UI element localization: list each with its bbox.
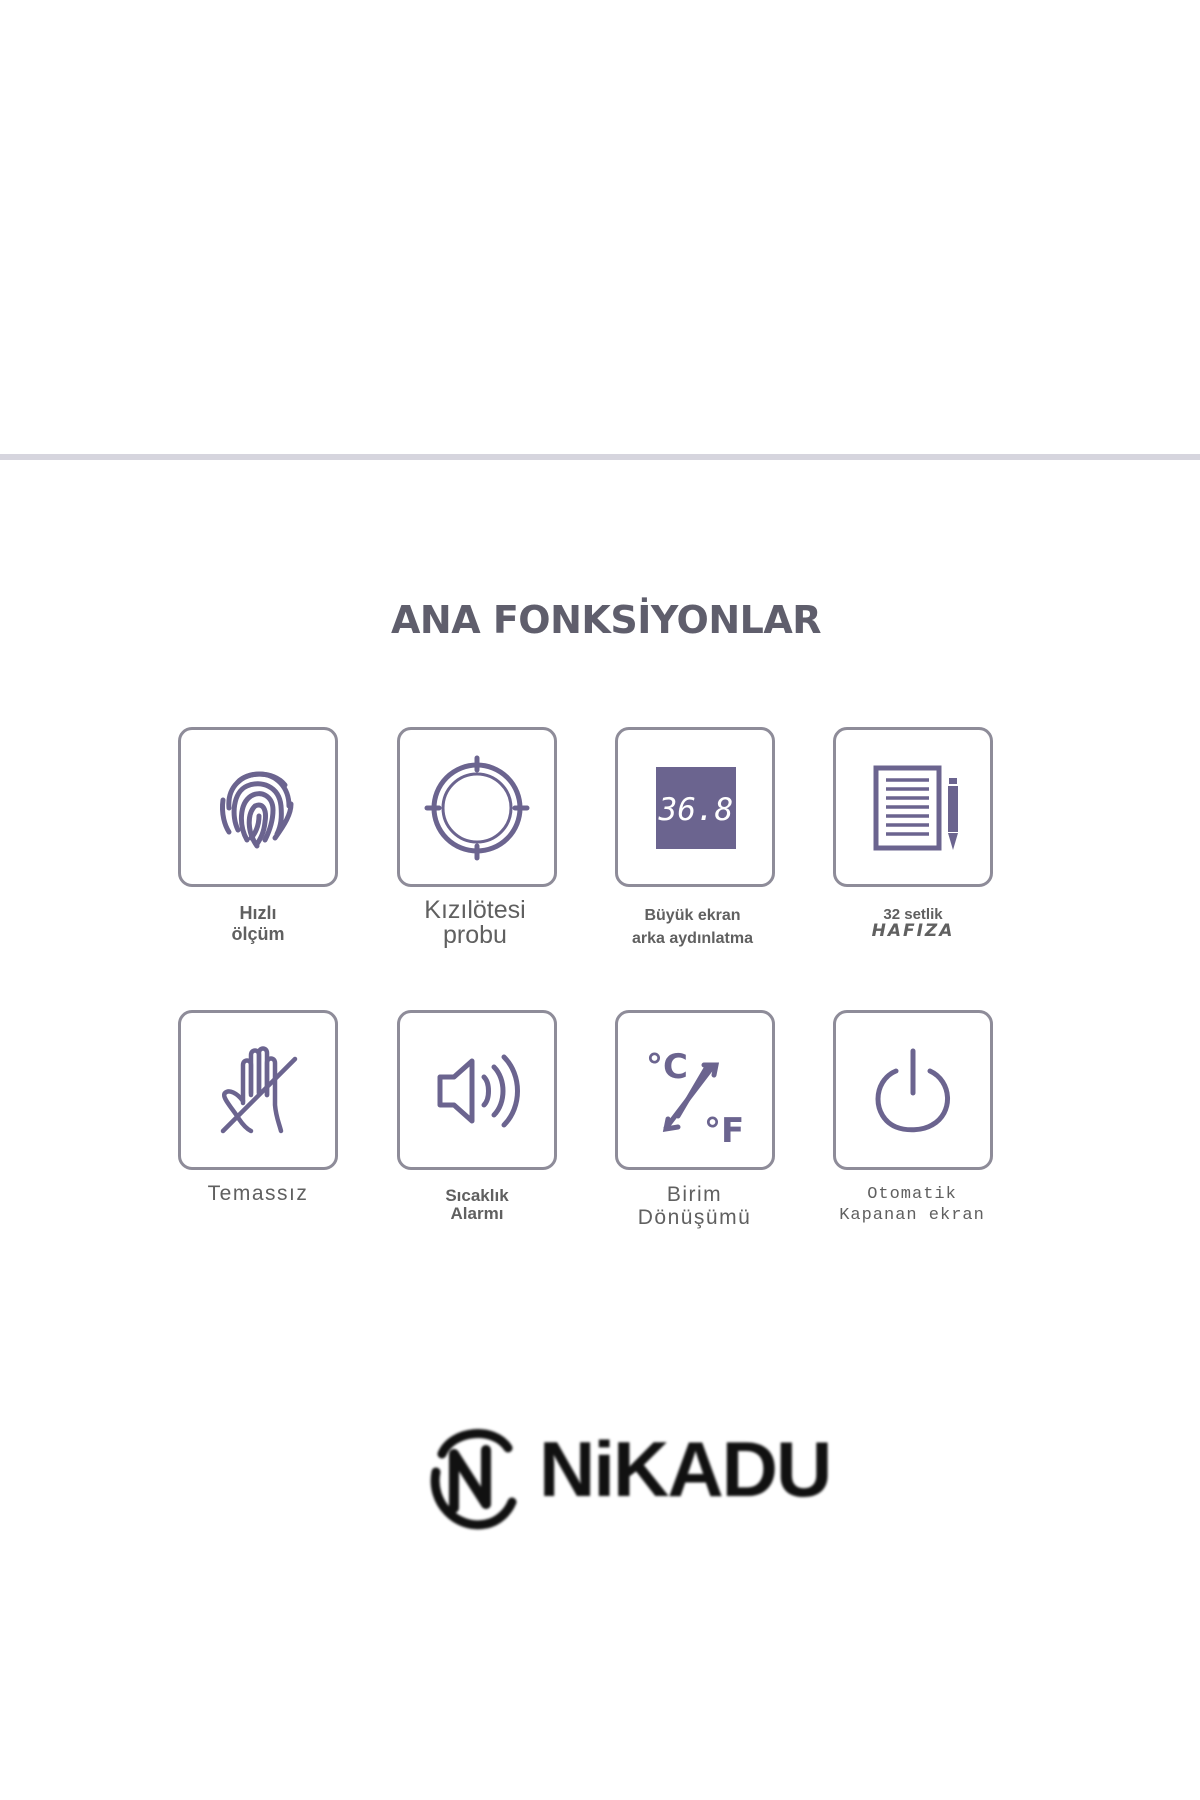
feature-label-line2: Dönüşümü — [637, 1206, 752, 1229]
feature-label-unit-conversion — [612, 1183, 777, 1229]
feature-label-line2: ölçüm — [231, 924, 285, 944]
feature-label-line2: Alarmı — [450, 1204, 504, 1223]
power-icon — [836, 1013, 990, 1167]
feature-tile-temperature-alarm — [397, 1010, 557, 1170]
feature-label-auto-off — [826, 1184, 998, 1226]
feature-tile-infrared-probe — [397, 727, 557, 887]
feature-label-memory — [833, 906, 993, 940]
feature-label-line1: Otomatik — [867, 1185, 957, 1204]
feature-label-large-display — [600, 904, 785, 950]
feature-label-line1: Sıcaklık — [445, 1186, 509, 1205]
feature-tile-unit-conversion — [615, 1010, 775, 1170]
feature-tile-large-display — [615, 727, 775, 887]
unit-conversion-icon — [618, 1013, 772, 1167]
feature-label-fast-measurement — [178, 903, 338, 945]
feature-tile-contactless — [178, 1010, 338, 1170]
feature-label-line2: probu — [443, 921, 507, 949]
fingerprint-icon — [181, 730, 335, 884]
feature-label-contactless — [178, 1182, 338, 1206]
feature-tile-auto-off — [833, 1010, 993, 1170]
page-title: ANA FONKSİYONLAR — [390, 598, 822, 642]
feature-label-infrared-probe — [395, 898, 555, 948]
infrared-target-icon — [400, 730, 554, 884]
feature-label-line2: arka aydınlatma — [632, 930, 753, 947]
brand-logo — [412, 1412, 831, 1542]
celsius-symbol: °C — [646, 1047, 688, 1087]
feature-label-line1: Büyük ekran — [644, 907, 741, 924]
display-value: 36.8 — [658, 792, 734, 828]
display-icon — [618, 730, 772, 884]
feature-label-line2: HAFIZA — [871, 921, 955, 941]
feature-label-line1: Kızılötesi — [424, 896, 526, 924]
feature-label-line1: 32 setlik — [883, 906, 943, 923]
feature-label-temperature-alarm — [397, 1187, 557, 1223]
brand-name: NiKADU — [539, 1425, 831, 1513]
feature-label-line2: Kapanan ekran — [839, 1206, 985, 1225]
speaker-alarm-icon — [400, 1013, 554, 1167]
feature-label-line1: Birim — [666, 1183, 723, 1206]
feature-label-line1: Hızlı — [239, 903, 277, 923]
fahrenheit-symbol: °F — [704, 1111, 745, 1151]
feature-label-line1: Temassız — [207, 1182, 309, 1205]
memory-notepad-icon — [836, 730, 990, 884]
feature-tile-fast-measurement — [178, 727, 338, 887]
brand-emblem — [412, 1412, 532, 1542]
feature-tile-memory — [833, 727, 993, 887]
top-divider — [0, 454, 1200, 460]
no-touch-hand-icon — [181, 1013, 335, 1167]
